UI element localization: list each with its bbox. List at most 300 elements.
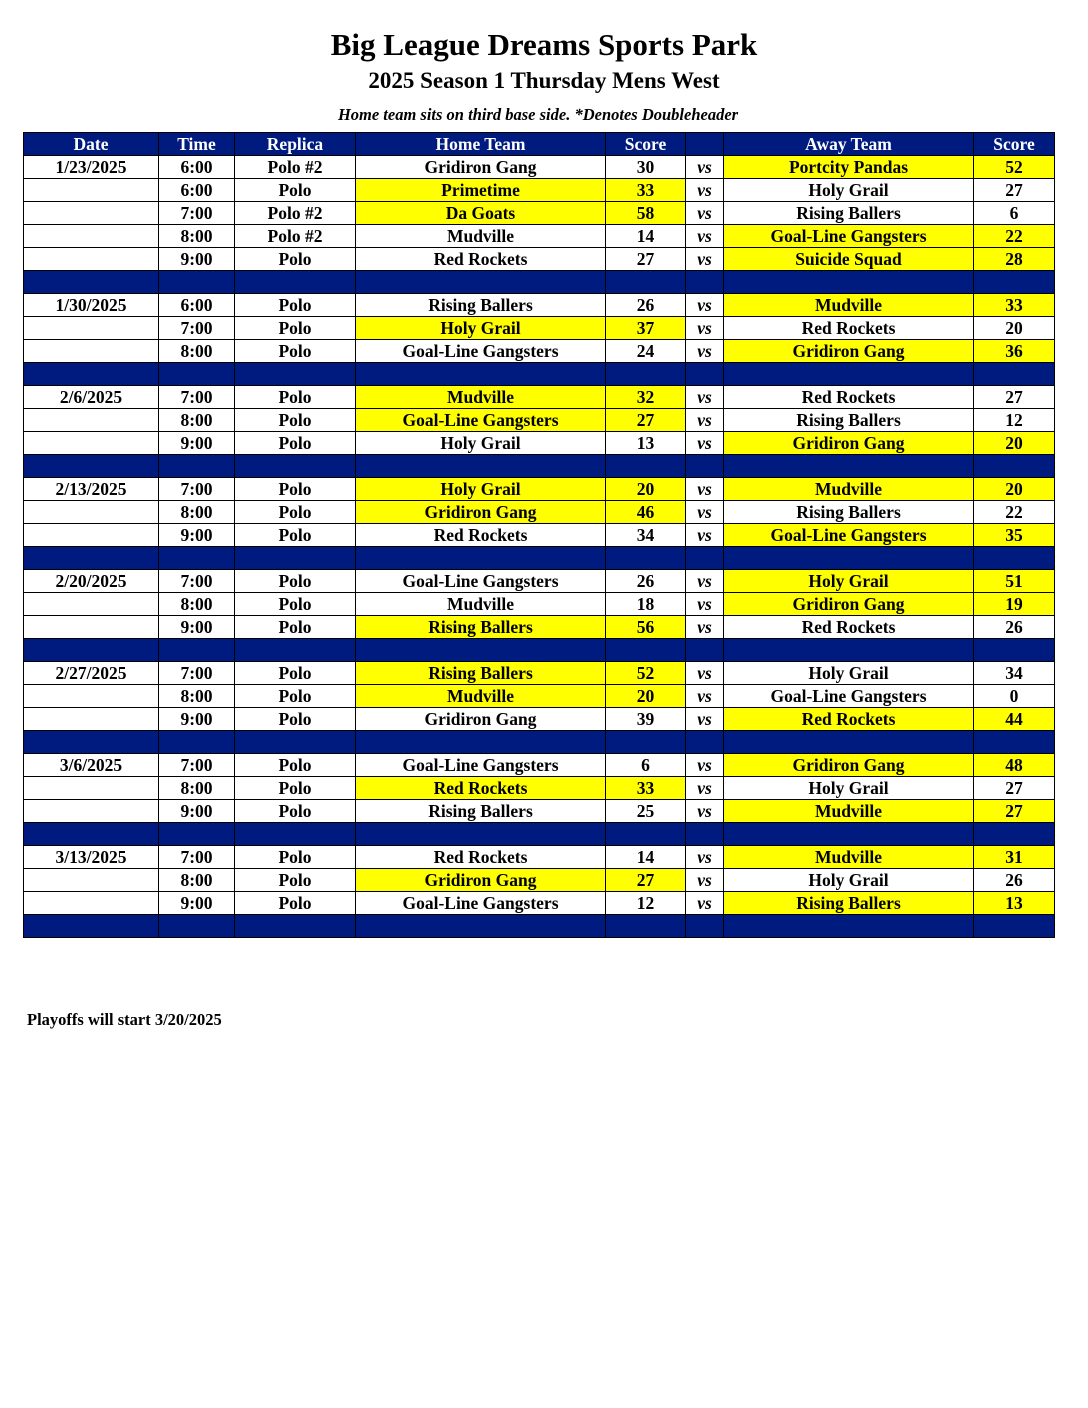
replica-cell: Polo [235, 501, 356, 524]
header-note: Home team sits on third base side. *Denotes Doubleheader [337, 105, 739, 124]
away-score-cell: 22 [974, 501, 1055, 524]
home-score-cell: 27 [606, 248, 686, 271]
separator-cell [24, 271, 159, 294]
time-cell: 7:00 [159, 317, 235, 340]
away-team-cell: Rising Ballers [724, 501, 974, 524]
home-team-cell: Red Rockets [356, 248, 606, 271]
separator-cell [24, 639, 159, 662]
home-score-cell: 13 [606, 432, 686, 455]
home-score-cell: 32 [606, 386, 686, 409]
date-cell [24, 524, 159, 547]
separator-cell [159, 639, 235, 662]
date-cell [24, 179, 159, 202]
away-team-cell: Gridiron Gang [724, 340, 974, 363]
separator-cell [356, 915, 606, 938]
separator-cell [686, 823, 724, 846]
separator-cell [24, 823, 159, 846]
table-row [24, 225, 1055, 248]
home-team-cell: Goal-Line Gangsters [356, 754, 606, 777]
vs-cell: vs [686, 777, 724, 800]
time-cell: 8:00 [159, 225, 235, 248]
table-row [24, 662, 1055, 685]
table-row [24, 800, 1055, 823]
separator-cell [356, 455, 606, 478]
home-score-cell: 12 [606, 892, 686, 915]
time-cell: 8:00 [159, 340, 235, 363]
home-team-cell: Mudville [356, 593, 606, 616]
separator-cell [974, 271, 1055, 294]
home-score-cell: 6 [606, 754, 686, 777]
separator-cell [356, 271, 606, 294]
separator-cell [24, 455, 159, 478]
separator-cell [724, 731, 974, 754]
replica-cell: Polo [235, 685, 356, 708]
home-team-cell: Rising Ballers [356, 662, 606, 685]
column-header-replica: Replica [235, 133, 356, 156]
home-score-cell: 30 [606, 156, 686, 179]
away-team-cell: Goal-Line Gangsters [724, 685, 974, 708]
time-cell: 9:00 [159, 616, 235, 639]
time-cell: 7:00 [159, 754, 235, 777]
home-team-cell: Red Rockets [356, 846, 606, 869]
home-team-cell: Primetime [356, 179, 606, 202]
separator-cell [724, 547, 974, 570]
home-score-cell: 26 [606, 570, 686, 593]
away-score-cell: 26 [974, 616, 1055, 639]
away-score-cell: 27 [974, 800, 1055, 823]
replica-cell: Polo [235, 317, 356, 340]
vs-cell: vs [686, 340, 724, 363]
separator-cell [686, 547, 724, 570]
date-cell [24, 501, 159, 524]
home-team-cell: Rising Ballers [356, 294, 606, 317]
home-score-cell: 14 [606, 846, 686, 869]
separator-cell [724, 455, 974, 478]
date-cell [24, 248, 159, 271]
home-team-cell: Gridiron Gang [356, 501, 606, 524]
replica-cell: Polo #2 [235, 156, 356, 179]
table-row [24, 892, 1055, 915]
separator-cell [356, 547, 606, 570]
separator-cell [235, 731, 356, 754]
time-cell: 9:00 [159, 800, 235, 823]
date-cell [24, 409, 159, 432]
table-row [24, 616, 1055, 639]
away-score-cell: 20 [974, 478, 1055, 501]
separator-cell [356, 823, 606, 846]
replica-cell: Polo [235, 892, 356, 915]
away-team-cell: Mudville [724, 478, 974, 501]
home-team-cell: Rising Ballers [356, 800, 606, 823]
home-team-cell: Holy Grail [356, 432, 606, 455]
date-cell [24, 892, 159, 915]
away-score-cell: 6 [974, 202, 1055, 225]
away-score-cell: 27 [974, 777, 1055, 800]
separator-cell [606, 455, 686, 478]
away-score-cell: 35 [974, 524, 1055, 547]
time-cell: 6:00 [159, 156, 235, 179]
separator-cell [974, 455, 1055, 478]
home-team-cell: Mudville [356, 386, 606, 409]
separator-cell [686, 271, 724, 294]
separator-cell [606, 915, 686, 938]
home-score-cell: 27 [606, 869, 686, 892]
separator-cell [686, 915, 724, 938]
date-cell [24, 869, 159, 892]
column-header-away-score: Score [974, 133, 1055, 156]
separator-cell [235, 455, 356, 478]
vs-cell: vs [686, 501, 724, 524]
away-score-cell: 20 [974, 432, 1055, 455]
table-row [24, 708, 1055, 731]
vs-cell: vs [686, 616, 724, 639]
vs-cell: vs [686, 294, 724, 317]
table-row [24, 248, 1055, 271]
separator-cell [724, 823, 974, 846]
time-cell: 8:00 [159, 869, 235, 892]
away-team-cell: Holy Grail [724, 570, 974, 593]
home-team-cell: Goal-Line Gangsters [356, 570, 606, 593]
column-header-home-score: Score [606, 133, 686, 156]
time-cell: 8:00 [159, 409, 235, 432]
away-team-cell: Gridiron Gang [724, 754, 974, 777]
date-cell [24, 777, 159, 800]
separator-cell [606, 639, 686, 662]
time-cell: 9:00 [159, 432, 235, 455]
away-score-cell: 19 [974, 593, 1055, 616]
vs-cell: vs [686, 156, 724, 179]
home-team-cell: Goal-Line Gangsters [356, 892, 606, 915]
table-row [24, 156, 1055, 179]
separator-cell [974, 823, 1055, 846]
time-cell: 7:00 [159, 662, 235, 685]
vs-cell: vs [686, 570, 724, 593]
separator-cell [974, 639, 1055, 662]
week-separator-row [24, 639, 1055, 662]
separator-cell [24, 547, 159, 570]
table-row [24, 386, 1055, 409]
time-cell: 7:00 [159, 570, 235, 593]
time-cell: 8:00 [159, 685, 235, 708]
time-cell: 8:00 [159, 777, 235, 800]
away-team-cell: Mudville [724, 800, 974, 823]
table-row [24, 869, 1055, 892]
date-cell [24, 708, 159, 731]
separator-cell [974, 915, 1055, 938]
time-cell: 9:00 [159, 248, 235, 271]
replica-cell: Polo [235, 754, 356, 777]
home-score-cell: 37 [606, 317, 686, 340]
separator-cell [159, 271, 235, 294]
separator-cell [356, 363, 606, 386]
replica-cell: Polo [235, 340, 356, 363]
table-row [24, 570, 1055, 593]
replica-cell: Polo [235, 524, 356, 547]
vs-cell: vs [686, 202, 724, 225]
replica-cell: Polo [235, 616, 356, 639]
date-cell [24, 225, 159, 248]
date-cell [24, 800, 159, 823]
away-team-cell: Holy Grail [724, 179, 974, 202]
vs-cell: vs [686, 662, 724, 685]
vs-cell: vs [686, 478, 724, 501]
separator-cell [24, 363, 159, 386]
time-cell: 9:00 [159, 524, 235, 547]
separator-cell [235, 823, 356, 846]
replica-cell: Polo [235, 179, 356, 202]
away-score-cell: 34 [974, 662, 1055, 685]
away-score-cell: 51 [974, 570, 1055, 593]
home-team-cell: Holy Grail [356, 317, 606, 340]
week-separator-row [24, 823, 1055, 846]
away-team-cell: Gridiron Gang [724, 593, 974, 616]
table-row [24, 685, 1055, 708]
away-team-cell: Goal-Line Gangsters [724, 225, 974, 248]
time-cell: 9:00 [159, 708, 235, 731]
vs-cell: vs [686, 685, 724, 708]
time-cell: 7:00 [159, 202, 235, 225]
away-team-cell: Mudville [724, 846, 974, 869]
schedule-table [23, 132, 1055, 938]
time-cell: 7:00 [159, 846, 235, 869]
separator-cell [159, 823, 235, 846]
week-separator-row [24, 363, 1055, 386]
home-score-cell: 20 [606, 478, 686, 501]
away-score-cell: 20 [974, 317, 1055, 340]
table-row [24, 593, 1055, 616]
column-header-date: Date [24, 133, 159, 156]
date-cell: 1/30/2025 [24, 294, 159, 317]
separator-cell [159, 455, 235, 478]
home-score-cell: 14 [606, 225, 686, 248]
date-cell [24, 340, 159, 363]
home-team-cell: Holy Grail [356, 478, 606, 501]
vs-cell: vs [686, 754, 724, 777]
date-cell: 3/13/2025 [24, 846, 159, 869]
home-score-cell: 39 [606, 708, 686, 731]
vs-cell: vs [686, 800, 724, 823]
separator-cell [606, 547, 686, 570]
replica-cell: Polo #2 [235, 202, 356, 225]
away-score-cell: 33 [974, 294, 1055, 317]
home-score-cell: 33 [606, 777, 686, 800]
away-team-cell: Portcity Pandas [724, 156, 974, 179]
week-separator-row [24, 731, 1055, 754]
replica-cell: Polo #2 [235, 225, 356, 248]
replica-cell: Polo [235, 386, 356, 409]
replica-cell: Polo [235, 662, 356, 685]
replica-cell: Polo [235, 777, 356, 800]
time-cell: 7:00 [159, 386, 235, 409]
separator-cell [235, 363, 356, 386]
away-team-cell: Red Rockets [724, 616, 974, 639]
away-team-cell: Rising Ballers [724, 202, 974, 225]
playoffs-note: Playoffs will start 3/20/2025 [27, 1010, 222, 1029]
away-score-cell: 31 [974, 846, 1055, 869]
table-row [24, 294, 1055, 317]
table-row [24, 409, 1055, 432]
away-score-cell: 22 [974, 225, 1055, 248]
separator-cell [159, 915, 235, 938]
home-score-cell: 20 [606, 685, 686, 708]
date-cell: 3/6/2025 [24, 754, 159, 777]
date-cell: 2/6/2025 [24, 386, 159, 409]
home-team-cell: Mudville [356, 685, 606, 708]
time-cell: 8:00 [159, 593, 235, 616]
home-team-cell: Gridiron Gang [356, 156, 606, 179]
vs-cell: vs [686, 432, 724, 455]
table-row [24, 524, 1055, 547]
away-team-cell: Red Rockets [724, 386, 974, 409]
separator-cell [356, 731, 606, 754]
away-score-cell: 13 [974, 892, 1055, 915]
date-cell [24, 593, 159, 616]
separator-cell [686, 731, 724, 754]
table-row [24, 754, 1055, 777]
home-score-cell: 18 [606, 593, 686, 616]
away-team-cell: Suicide Squad [724, 248, 974, 271]
date-cell: 1/23/2025 [24, 156, 159, 179]
away-score-cell: 27 [974, 179, 1055, 202]
week-separator-row [24, 271, 1055, 294]
table-row [24, 777, 1055, 800]
time-cell: 6:00 [159, 179, 235, 202]
table-row [24, 202, 1055, 225]
separator-cell [235, 271, 356, 294]
separator-cell [606, 731, 686, 754]
home-team-cell: Mudville [356, 225, 606, 248]
table-row [24, 179, 1055, 202]
away-team-cell: Mudville [724, 294, 974, 317]
vs-cell: vs [686, 869, 724, 892]
home-team-cell: Da Goats [356, 202, 606, 225]
table-row [24, 340, 1055, 363]
vs-cell: vs [686, 524, 724, 547]
column-header-time: Time [159, 133, 235, 156]
separator-cell [974, 547, 1055, 570]
away-team-cell: Rising Ballers [724, 409, 974, 432]
table-row [24, 432, 1055, 455]
replica-cell: Polo [235, 248, 356, 271]
home-score-cell: 56 [606, 616, 686, 639]
replica-cell: Polo [235, 593, 356, 616]
schedule-body [24, 156, 1055, 938]
table-row [24, 317, 1055, 340]
away-team-cell: Red Rockets [724, 317, 974, 340]
date-cell [24, 432, 159, 455]
home-score-cell: 25 [606, 800, 686, 823]
separator-cell [606, 271, 686, 294]
away-score-cell: 52 [974, 156, 1055, 179]
away-score-cell: 12 [974, 409, 1055, 432]
home-score-cell: 34 [606, 524, 686, 547]
separator-cell [606, 823, 686, 846]
separator-cell [356, 639, 606, 662]
home-team-cell: Red Rockets [356, 777, 606, 800]
vs-cell: vs [686, 386, 724, 409]
separator-cell [724, 271, 974, 294]
separator-cell [686, 455, 724, 478]
home-team-cell: Goal-Line Gangsters [356, 409, 606, 432]
home-score-cell: 52 [606, 662, 686, 685]
week-separator-row [24, 455, 1055, 478]
date-cell: 2/27/2025 [24, 662, 159, 685]
away-team-cell: Goal-Line Gangsters [724, 524, 974, 547]
column-header-home-team: Home Team [356, 133, 606, 156]
separator-cell [235, 639, 356, 662]
time-cell: 6:00 [159, 294, 235, 317]
home-team-cell: Gridiron Gang [356, 708, 606, 731]
separator-cell [974, 731, 1055, 754]
home-team-cell: Gridiron Gang [356, 869, 606, 892]
vs-cell: vs [686, 409, 724, 432]
separator-cell [724, 639, 974, 662]
away-team-cell: Red Rockets [724, 708, 974, 731]
away-team-cell: Holy Grail [724, 777, 974, 800]
away-team-cell: Rising Ballers [724, 892, 974, 915]
separator-cell [159, 363, 235, 386]
page-subtitle: 2025 Season 1 Thursday Mens West [368, 68, 720, 93]
time-cell: 7:00 [159, 478, 235, 501]
away-score-cell: 26 [974, 869, 1055, 892]
home-score-cell: 33 [606, 179, 686, 202]
replica-cell: Polo [235, 708, 356, 731]
time-cell: 9:00 [159, 892, 235, 915]
separator-cell [686, 639, 724, 662]
date-cell: 2/20/2025 [24, 570, 159, 593]
away-team-cell: Gridiron Gang [724, 432, 974, 455]
away-score-cell: 0 [974, 685, 1055, 708]
vs-cell: vs [686, 248, 724, 271]
separator-cell [974, 363, 1055, 386]
replica-cell: Polo [235, 432, 356, 455]
separator-cell [159, 731, 235, 754]
vs-cell: vs [686, 593, 724, 616]
away-team-cell: Holy Grail [724, 869, 974, 892]
date-cell [24, 685, 159, 708]
separator-cell [24, 731, 159, 754]
away-score-cell: 44 [974, 708, 1055, 731]
home-team-cell: Red Rockets [356, 524, 606, 547]
vs-cell: vs [686, 225, 724, 248]
vs-cell: vs [686, 708, 724, 731]
date-cell [24, 317, 159, 340]
column-header-away-team: Away Team [724, 133, 974, 156]
home-team-cell: Rising Ballers [356, 616, 606, 639]
column-header-vs [686, 133, 724, 156]
replica-cell: Polo [235, 800, 356, 823]
away-score-cell: 36 [974, 340, 1055, 363]
separator-cell [724, 915, 974, 938]
separator-cell [606, 363, 686, 386]
date-cell: 2/13/2025 [24, 478, 159, 501]
replica-cell: Polo [235, 478, 356, 501]
away-score-cell: 27 [974, 386, 1055, 409]
replica-cell: Polo [235, 294, 356, 317]
table-row [24, 501, 1055, 524]
away-team-cell: Holy Grail [724, 662, 974, 685]
home-score-cell: 58 [606, 202, 686, 225]
replica-cell: Polo [235, 570, 356, 593]
separator-cell [686, 363, 724, 386]
replica-cell: Polo [235, 846, 356, 869]
replica-cell: Polo [235, 869, 356, 892]
home-score-cell: 24 [606, 340, 686, 363]
home-team-cell: Goal-Line Gangsters [356, 340, 606, 363]
table-row [24, 846, 1055, 869]
table-row [24, 478, 1055, 501]
vs-cell: vs [686, 179, 724, 202]
